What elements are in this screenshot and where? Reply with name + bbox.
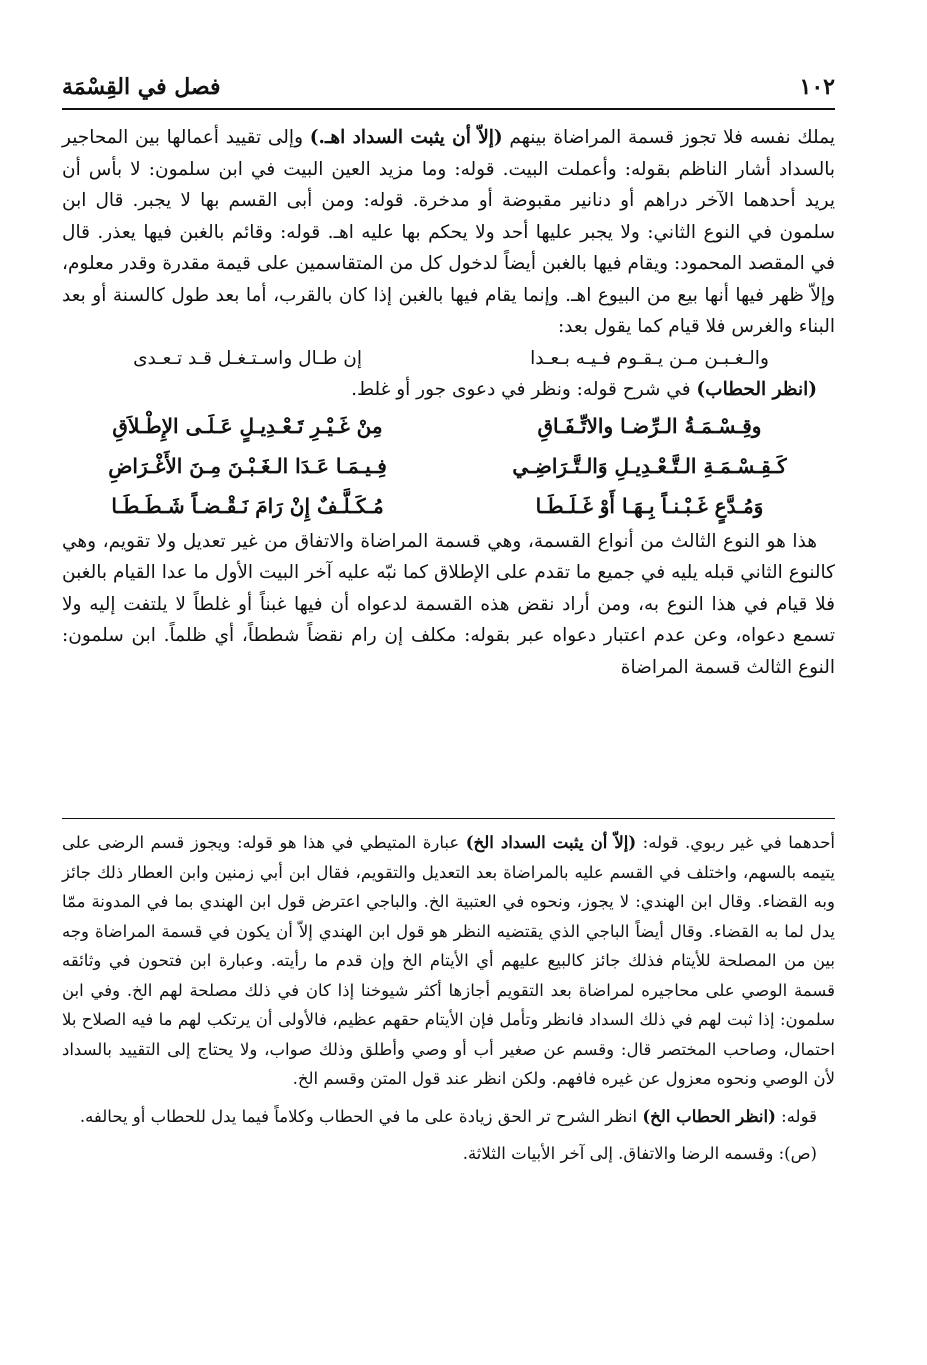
bold-quote: (إلاّ أن يثبت السداد اهـ.) [309,127,503,148]
verse-first-hemistich: والـغـبـن مـن يـقـوم فـيـه بـعـدا [530,347,769,369]
text-run: انظر الشرح تر الحق زيادة على ما في الحطاب وكلاماً فيما يدل للحطاب أو يحالفه. [79,1106,643,1126]
text-run: قوله: [775,1106,817,1126]
footnote-2 [62,1102,835,1132]
bold-quote: (انظر الحطاب) [696,379,817,400]
text-run: وإلى تقييد أعمالها بين المحاجير بالسداد أشار الناظم بقوله: وأعملت البيت. قوله: وما مزيد العين البيت في ابن سلمون: لا بأس أن يريد أحدهما الآخر دراهم أو دنانير مقبوضة أو مدخرة. قوله: ومن أبى القسم بها لا يجبر. قال ابن سلمون في النوع الثاني: ولا يجبر عليها أحد ولا يحكم بها عليه اهـ. قوله: وقائم بالغبن فيها يعذر. قال في المقصد المحمود: ويقام فيها بالغبن أيضاً لدخول كل من المتقاسمين على قيمة مقدرة وقدر معلوم، وإلاّ ظهر فيها أنها بيع من البيوع اهـ. وإنما يقام فيها بالغبن إذا كان بالقرب، أما بعد طول كالسنة أو بعد البناء والغرس فلا قيام كما يقول بعد: [62,127,835,337]
chapter-title: فصل في القِسْمَة [62,74,221,100]
verse-first-hemistich: وَمُـدَّعٍ غَـبْـنـاً بِـهَـا أَوْ غَـلَـطَـا [535,493,764,518]
footnotes [62,828,835,1169]
footnote-1 [62,828,835,1094]
main-text [62,122,835,683]
main-paragraph-3: هذا هو النوع الثالث من أنواع القسمة، وهي قسمة المراضاة والاتفاق من غير تعديل ولا تقويم، وهي كالنوع الثاني قبله يليه في جميع ما تقدم على الإطلاق كما نبّه عليه آخر البيت الأول ما عدا القيام بالغبن فلا قيام في هذا النوع به، ومن أراد نقض هذه القسمة لدعواه أن فيها غبناً أو غلطاً لا يلتفت إليه ولا تسمع دعواه، وعن عدم اعتبار دعواه عبر بقوله: مكلف إن رام نقضاً شططاً، أي ظلماً. ابن سلمون: النوع الثالث قسمة المراضاة [62,530,835,678]
page [62,0,835,1365]
bold-quote: (إلاّ أن يثبت السداد الخ) [465,833,637,852]
text-run: أحدهما في غير ربوي. قوله: [636,833,835,852]
main-paragraph-2 [62,374,835,406]
poem-verse-3 [62,486,835,526]
verse-first-hemistich: وقِـسْـمَـةُ الـرِّضـا والاتِّـفَـاقِ [537,413,762,438]
footnote-3: (ص): وقسمه الرضا والاتفاق. إلى آخر الأبيات الثلاثة. [462,1144,817,1163]
running-header [62,68,835,110]
bold-quote: (انظر الحطاب الخ) [642,1106,776,1126]
page-number: ١٠٢ [799,74,835,100]
poem-block [62,406,835,526]
main-paragraph-1 [62,122,835,343]
text-run: يملك نفسه فلا تجوز قسمة المراضاة بينهم [502,127,835,148]
verse-second-hemistich: فِـيـمَـا عَـدَا الـغَـبْـنَ مِـنَ الأَغْـرَاضِ [108,453,387,478]
verse-second-hemistich: مُـكَـلَّـفٌ إِنْ رَامَ نَـقْـضـاً شَـطَـطَـا [111,493,384,518]
quoted-verse [62,343,835,375]
poem-verse-2 [62,446,835,486]
verse-second-hemistich: مِنْ غَـيْـرِ تَـعْـدِيـلٍ عَـلَـى الإِطْـلاَقِ [112,413,383,438]
verse-first-hemistich: كَـقِـسْـمَـةِ الـتَّـعْـدِيـلِ وَالـتَّـرَاضِـي [512,453,787,478]
text-run: في شرح قوله: ونظر في دعوى جور أو غلط. [351,379,697,400]
verse-second-hemistich: إن طـال واسـتـغـل قـد تـعـدى [133,347,362,369]
text-run: عبارة المتيطي في هذا هو قوله: ويجوز قسم الرضى على يتيمه بالسهم، واختلف في القسم عليه بالمراضاة بعد التعديل والتقويم، فقال ابن أبي زمنين وابن العطار ذلك جائز وبه القضاء. وقال ابن الهندي: لا يجوز، ونحوه في العتبية الخ. والباجي اعترض قول ابن الهندي بما في المدونة ممّا يدل لما به القضاء. وقال أيضاً الباجي الذي يقتضيه النظر هو قول ابن الهندي إلاّ أن يكون في قسمة المراضاة وجه بين من المصلحة للأيتام فذلك جائز كالبيع عليهم أي الأيتام الخ وإن قدم ما رأيته. وعبارة ابن فتحون في وثائقه قسمة الوصي على محاجيره لمراضاة بعد التقويم أجازها أكثر شيوخنا إذا كان في ذلك مصلحة لهم الخ. وفي ابن سلمون: إذا ثبت لهم في ذلك السداد فانظر وتأمل فإن الأيتام حقهم عظيم، فالأولى أن يرتكب لهم ما فيه الصلاح بلا احتمال، وصاحب المختصر قال: وقسم عن صغير أب أو وصي وأطلق وذلك صواب، ولا يحتاج إلى التقييد بالسداد لأن الوصي ونحوه معزول عن غيره فافهم. ولكن انظر عند قول المتن وقسم الخ. [62,833,835,1088]
footnote-separator [62,818,835,819]
poem-verse-1 [62,406,835,446]
